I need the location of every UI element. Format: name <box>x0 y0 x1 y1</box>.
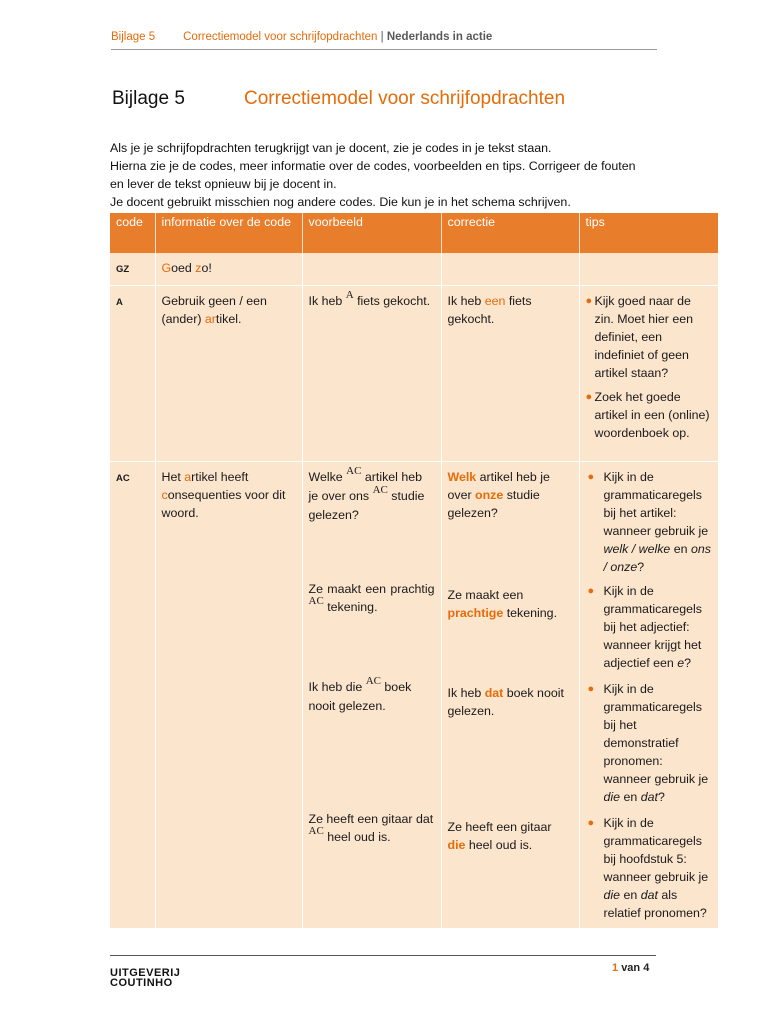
info-text: o! <box>201 261 212 275</box>
correction-highlight: dat <box>484 685 504 700</box>
tip-item <box>586 388 713 442</box>
running-header-separator: | <box>380 31 384 43</box>
tip-emphasis: dat <box>640 789 658 804</box>
tip-emphasis: ons <box>690 541 711 556</box>
column-header-correction: correctie <box>441 213 579 253</box>
tip-text: en <box>670 541 691 556</box>
correction-text: Ze heeft een gitaar <box>447 819 552 834</box>
example-text: heel oud is. <box>323 829 391 844</box>
info-text: tikel. <box>215 311 242 326</box>
appendix-number: Bijlage 5 <box>112 88 185 109</box>
tip-item <box>586 582 713 674</box>
correction-cell <box>441 285 579 461</box>
error-code-mark: A <box>345 288 354 301</box>
tip-text: Kijk in de grammaticaregels bij het demonstratief pronomen: wanneer gebruik je <box>603 681 709 786</box>
table-row <box>110 461 718 928</box>
info-highlight: z <box>195 261 202 275</box>
info-highlight: c <box>161 487 168 502</box>
page-title <box>112 88 565 110</box>
page-total: van 4 <box>621 962 650 974</box>
code-cell <box>110 285 155 461</box>
correction-text: Ik heb <box>447 293 485 308</box>
column-header-example: voorbeeld <box>302 213 441 253</box>
example-text: boek nooit gelezen. <box>308 679 412 713</box>
tip-text: ? <box>637 559 645 574</box>
intro-line: en lever de tekst opnieuw bij je docent in. <box>110 177 337 191</box>
example-text: Ze maakt een prachtig <box>308 581 435 596</box>
tip-emphasis: welk <box>603 541 629 556</box>
orange-bullet-icon: ● <box>587 682 595 695</box>
error-code-mark: AC <box>308 594 324 607</box>
orange-bullet-icon: ● <box>585 390 593 403</box>
orange-bullet-icon: ● <box>585 294 593 307</box>
code-label: GZ <box>116 264 130 275</box>
publisher-logo <box>110 968 180 988</box>
correction-highlight: Welk <box>447 469 477 484</box>
info-highlight: a <box>184 469 192 484</box>
table-row <box>110 285 718 461</box>
example-text: fiets gekocht. <box>353 293 431 308</box>
example-text: tekening. <box>323 599 378 614</box>
tip-emphasis: onze <box>610 559 638 574</box>
orange-bullet-icon: ● <box>587 584 595 597</box>
example-text: studie gelezen? <box>308 488 425 522</box>
example-text: Ze heeft een gitaar dat <box>308 811 434 826</box>
error-code-mark: AC <box>346 464 362 477</box>
example-text: Ik heb die <box>308 679 366 694</box>
example-block <box>308 674 435 810</box>
tips-cell <box>579 253 718 285</box>
running-header-title: Correctiemodel voor schrijfopdrachten <box>183 31 378 43</box>
example-cell <box>302 253 441 285</box>
tip-text: Kijk goed naar de zin. Moet hier een definiet, een indefiniet of geen artikel staan? <box>594 293 693 380</box>
tip-emphasis: die <box>603 789 621 804</box>
tips-cell <box>579 461 718 928</box>
correction-code-table <box>110 213 718 929</box>
info-cell <box>155 461 302 928</box>
correction-highlight: prachtige <box>447 605 504 620</box>
error-code-mark: AC <box>372 483 388 496</box>
current-page: 1 <box>612 962 619 974</box>
correction-text: heel oud is. <box>465 837 533 852</box>
correction-block <box>448 818 573 854</box>
tip-item <box>586 814 713 922</box>
error-code-mark: AC <box>365 674 381 687</box>
correction-text: fiets gekocht. <box>447 293 532 326</box>
page-number <box>612 962 649 974</box>
correction-block <box>448 684 573 818</box>
correction-block <box>448 468 573 586</box>
code-label: A <box>116 296 123 308</box>
footer-rule <box>110 955 656 956</box>
tip-text: als relatief pronomen? <box>603 887 707 920</box>
column-header-tips: tips <box>579 213 718 253</box>
tip-text: ? <box>684 655 692 670</box>
error-code-mark: AC <box>308 824 324 837</box>
tip-text: Kijk in de grammaticaregels bij het artikel: wanneer gebruik je <box>603 469 709 538</box>
info-cell <box>155 285 302 461</box>
tip-text: Kijk in de grammaticaregels bij hoofdstuk 5: wanneer gebruik je <box>603 815 709 884</box>
intro-text <box>110 139 680 211</box>
correction-text: boek nooit gelezen. <box>447 685 564 718</box>
intro-line: Hierna zie je de codes, meer informatie over de codes, voorbeelden en tips. Corrigeer de fouten <box>110 159 636 173</box>
tip-text: Kijk in de grammaticaregels bij het adjectief: wanneer krijgt het adjectief een <box>603 583 702 670</box>
code-cell <box>110 253 155 285</box>
example-block <box>309 810 435 847</box>
example-text: Welke <box>308 469 347 484</box>
correction-text: tekening. <box>503 605 558 620</box>
running-header <box>111 31 657 50</box>
info-highlight: G <box>161 261 172 275</box>
example-cell <box>302 461 441 928</box>
column-header-code: code <box>110 213 155 253</box>
tip-emphasis: e <box>677 655 685 670</box>
correction-text: artikel heb je over <box>447 469 550 502</box>
tips-cell <box>579 285 718 461</box>
info-text: oed <box>171 261 196 275</box>
correction-text: studie gelezen? <box>447 487 540 520</box>
intro-line: Als je je schrijfopdrachten terugkrijgt van je docent, zie je codes in je tekst staan. <box>110 141 552 155</box>
tip-emphasis: die <box>603 887 621 902</box>
correction-text: Ik heb <box>447 685 485 700</box>
tip-text: en <box>620 887 641 902</box>
correction-highlight: die <box>447 837 466 852</box>
example-text: Ik heb <box>308 293 346 308</box>
tip-item <box>586 292 713 382</box>
publisher-logo-line: UITGEVERIJ <box>110 967 181 979</box>
tip-emphasis: / <box>628 541 639 556</box>
correction-highlight: een <box>484 293 506 308</box>
correction-block <box>448 586 573 684</box>
tip-emphasis: dat <box>640 887 658 902</box>
tip-emphasis: / <box>603 559 611 574</box>
table-row <box>110 253 718 285</box>
example-block <box>309 580 435 678</box>
tip-item <box>586 468 713 576</box>
info-text: Gebruik geen / een (ander) <box>161 293 267 326</box>
tip-text: Zoek het goede artikel in een (online) woordenboek op. <box>594 389 710 440</box>
info-text: Het <box>161 469 185 484</box>
example-block <box>308 464 435 580</box>
table-header-row <box>110 213 718 253</box>
example-text: artikel heb je over ons <box>308 469 423 503</box>
code-cell <box>110 461 155 928</box>
orange-bullet-icon: ● <box>587 470 595 483</box>
correction-cell <box>441 253 579 285</box>
code-label: AC <box>116 472 130 484</box>
correction-highlight: onze <box>475 487 504 502</box>
appendix-title: Correctiemodel voor schrijfopdrachten <box>244 88 566 109</box>
tip-item <box>586 680 713 808</box>
intro-line: Je docent gebruikt misschien nog andere codes. Die kun je in het schema schrijven. <box>110 195 571 209</box>
info-text: onsequenties voor dit woord. <box>161 487 286 520</box>
example-cell <box>302 285 441 461</box>
correction-text: Ze maakt een <box>447 587 524 602</box>
info-text: rtikel heeft <box>191 469 249 484</box>
tip-emphasis: welke <box>638 541 671 556</box>
info-highlight: ar <box>204 311 216 326</box>
correction-cell <box>441 461 579 928</box>
running-header-series: Nederlands in actie <box>386 31 493 43</box>
tip-text: ? <box>657 789 665 804</box>
column-header-info: informatie over de code <box>155 213 302 253</box>
tip-text: en <box>620 789 641 804</box>
publisher-logo-line: COUTINHO <box>110 977 173 989</box>
info-cell <box>155 253 302 285</box>
orange-bullet-icon: ● <box>587 816 595 829</box>
running-header-appendix: Bijlage 5 <box>111 31 156 43</box>
